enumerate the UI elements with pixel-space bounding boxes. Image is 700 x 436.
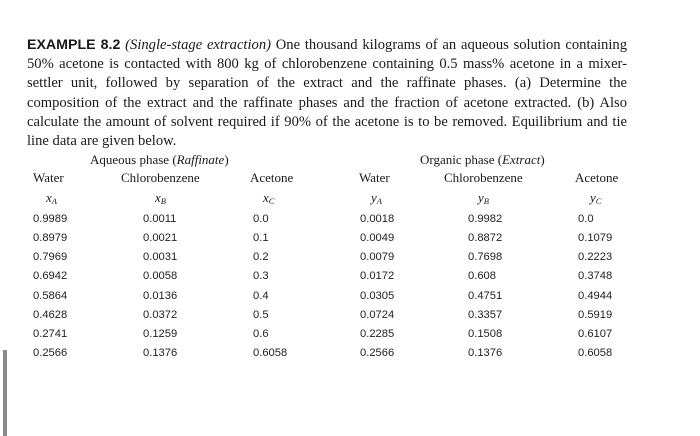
table-cell: 0.1: [253, 232, 269, 244]
table-cell: 0.3: [253, 270, 269, 282]
table-cell: 0.0058: [143, 270, 178, 282]
table-cell: 0.608: [468, 270, 496, 282]
table-cell: 0.0305: [360, 290, 395, 302]
table-cell: 0.0021: [143, 232, 178, 244]
table-cell: 0.0172: [360, 270, 395, 282]
table-cell: 0.6: [253, 328, 269, 340]
col-header-water-aq: Water: [33, 170, 64, 185]
organic-phase-header: Organic phase (Extract): [420, 152, 545, 167]
table-cell: 0.1376: [143, 347, 178, 359]
table-cell: 0.0: [578, 213, 594, 225]
table-cell: 0.3357: [468, 309, 503, 321]
aqueous-phase-header: Aqueous phase (Raffinate): [90, 152, 229, 167]
table-cell: 0.2566: [33, 347, 68, 359]
table-cell: 0.4751: [468, 290, 503, 302]
symbol-yb: $y_B$: [478, 190, 489, 206]
table-cell: 0.6107: [578, 328, 613, 340]
table-cell: 0.3748: [578, 270, 613, 282]
table-cell: 0.9982: [468, 213, 503, 225]
table-cell: 0.7698: [468, 251, 503, 263]
example-subtitle: (Single-stage extraction): [125, 37, 271, 53]
table-cell: 0.0: [253, 213, 269, 225]
table-cell: 0.9989: [33, 213, 68, 225]
table-cell: 0.0079: [360, 251, 395, 263]
col-header-chlorobenzene-org: Chlorobenzene: [444, 170, 523, 185]
table-cell: 0.0049: [360, 232, 395, 244]
table-cell: 0.0136: [143, 290, 178, 302]
col-header-chlorobenzene-aq: Chlorobenzene: [121, 170, 200, 185]
table-cell: 0.2223: [578, 251, 613, 263]
symbol-xa: $x_A$: [46, 190, 57, 206]
col-header-acetone-aq: Acetone: [250, 170, 294, 185]
table-cell: 0.5864: [33, 290, 68, 302]
col-header-acetone-org: Acetone: [575, 170, 619, 185]
symbol-yc: $y_C$: [590, 190, 602, 206]
symbol-ya: $y_A$: [371, 190, 382, 206]
table-cell: 0.2566: [360, 347, 395, 359]
table-cell: 0.4628: [33, 309, 68, 321]
table-cell: 0.8979: [33, 232, 68, 244]
table-cell: 0.0724: [360, 309, 395, 321]
table-cell: 0.1376: [468, 347, 503, 359]
symbol-xb: $x_B$: [155, 190, 166, 206]
table-cell: 0.0018: [360, 213, 395, 225]
example-label: EXAMPLE 8.2: [27, 37, 121, 53]
table-cell: 0.5919: [578, 309, 613, 321]
col-header-water-org: Water: [359, 170, 390, 185]
table-cell: 0.0031: [143, 251, 178, 263]
table-cell: 0.8872: [468, 232, 503, 244]
table-cell: 0.7969: [33, 251, 68, 263]
table-cell: 0.5: [253, 309, 269, 321]
problem-body: One thousand kilograms of an aqueous solution containing 50% acetone is contacted with 800 kg of chlorobenzene containing 0.5 mass% acetone in a mixer-settler unit, followed by separation of the extract and the raffinate phases. (a) Determine the composition of the extract and the raffinate phases and the fraction of acetone extracted. (b) Also calculate the amount of solvent required if 90% of the acetone is to be removed. Equilibrium and tie line data are given below.: [27, 37, 627, 150]
table-cell: 0.0372: [143, 309, 178, 321]
table-cell: 0.1259: [143, 328, 178, 340]
table-cell: 0.6058: [578, 347, 613, 359]
table-cell: 0.1079: [578, 232, 613, 244]
table-cell: 0.4944: [578, 290, 613, 302]
table-cell: 0.2285: [360, 328, 395, 340]
table-cell: 0.4: [253, 290, 269, 302]
table-cell: 0.2: [253, 251, 269, 263]
table-cell: 0.6058: [253, 347, 288, 359]
table-cell: 0.0011: [143, 213, 177, 225]
table-cell: 0.6942: [33, 270, 68, 282]
table-cell: 0.1508: [468, 328, 503, 340]
table-cell: 0.2741: [33, 328, 68, 340]
symbol-xc: $x_C$: [263, 190, 275, 206]
